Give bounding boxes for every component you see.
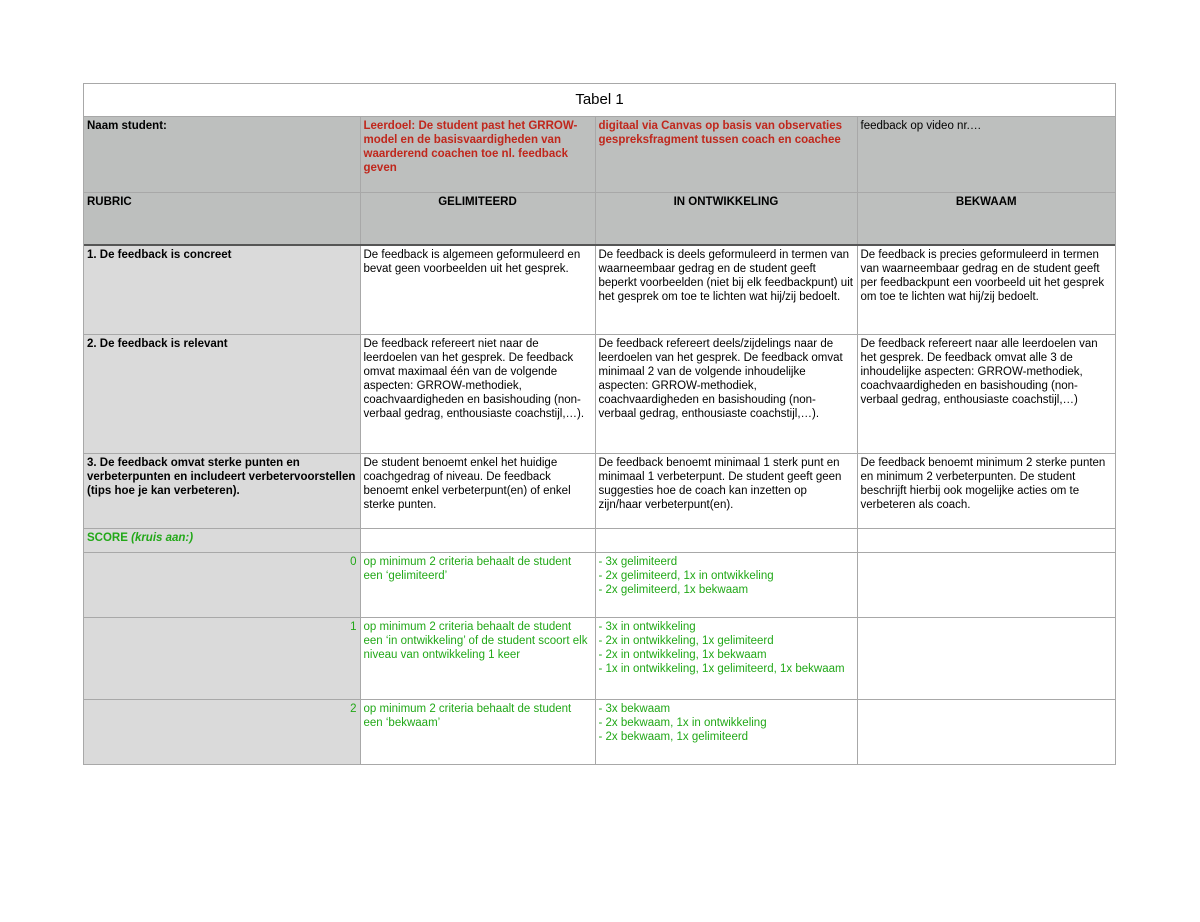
score-check-cell[interactable] (857, 699, 1115, 764)
rubric-label: RUBRIC (84, 192, 360, 245)
criterion-title: 1. De feedback is concreet (84, 245, 360, 334)
score-options (595, 552, 857, 617)
criterion-title: 2. De feedback is relevant (84, 334, 360, 453)
criterion-title: 3. De feedback omvat sterke punten en verbeterpunten en includeert verbetervoorstellen (tips hoe je kan verbeteren). (84, 453, 360, 528)
score-option: - 2x in ontwikkeling, 1x gelimiteerd (598, 634, 774, 647)
score-hint: (kruis aan:) (131, 531, 194, 544)
student-name-label: Naam student: (84, 117, 360, 192)
score-option: - 3x in ontwikkeling (598, 620, 696, 633)
score-row-2 (84, 699, 1115, 764)
criterion-gelimiteerd: De feedback refereert niet naar de leerdoelen van het gesprek. De feedback omvat maximaal één van de volgende aspecten: GRROW-methodiek, coachvaardigheden en basishouding (non-verbaal gedrag, enthousiaste coachstijl,…). (360, 334, 595, 453)
score-label (84, 528, 360, 552)
score-rule: op minimum 2 criteria behaalt de student een ‘in ontwikkeling’ of de student scoort elk niveau van ontwikkeling 1 keer (360, 617, 595, 699)
score-value: 2 (84, 699, 360, 764)
level-gelimiteerd: GELIMITEERD (360, 192, 595, 245)
criterion-bekwaam: De feedback refereert naar alle leerdoelen van het gesprek. De feedback omvat alle 3 de inhoudelijke aspecten: GRROW-methodiek, coachvaardigheden en basishouding (non-verbaal gedrag, enthousiaste coachstijl,…) (857, 334, 1115, 453)
criterion-gelimiteerd: De student benoemt enkel het huidige coachgedrag of niveau. De feedback benoemt enkel verbeterpunt(en) of enkel sterke punten. (360, 453, 595, 528)
score-option: - 2x gelimiteerd, 1x bekwaam (598, 583, 749, 596)
score-row-0 (84, 552, 1115, 617)
learning-goal-cell: Leerdoel: De student past het GRROW-model en de basisvaardigheden van waarderend coachen toe nl. feedback geven (360, 117, 595, 192)
score-empty-cell (595, 528, 857, 552)
score-option: - 1x in ontwikkeling, 1x gelimiteerd, 1x bekwaam (598, 662, 845, 675)
score-rule: op minimum 2 criteria behaalt de student een ‘bekwaam’ (360, 699, 595, 764)
criterion-row-1 (84, 245, 1115, 334)
criterion-bekwaam: De feedback is precies geformuleerd in termen van waarneembaar gedrag en de student geeft per feedbackpunt een voorbeeld uit het gesprek om toe te lichten wat hij/zij bedoelt. (857, 245, 1115, 334)
score-label-text: SCORE (87, 531, 128, 544)
score-value: 0 (84, 552, 360, 617)
criterion-row-2 (84, 334, 1115, 453)
level-bekwaam: BEKWAAM (857, 192, 1115, 245)
score-option: - 3x bekwaam (598, 702, 671, 715)
score-header-row (84, 528, 1115, 552)
criterion-bekwaam: De feedback benoemt minimum 2 sterke punten en minimum 2 verbeterpunten. De student beschrijft hierbij ook mogelijke acties om te verbeteren als coach. (857, 453, 1115, 528)
criterion-row-3 (84, 453, 1115, 528)
score-check-cell[interactable] (857, 617, 1115, 699)
score-option: - 2x in ontwikkeling, 1x bekwaam (598, 648, 767, 661)
score-rule: op minimum 2 criteria behaalt de student een ‘gelimiteerd’ (360, 552, 595, 617)
score-check-cell[interactable] (857, 552, 1115, 617)
score-value: 1 (84, 617, 360, 699)
score-row-1 (84, 617, 1115, 699)
level-in-ontwikkeling: IN ONTWIKKELING (595, 192, 857, 245)
criterion-ontwikkeling: De feedback is deels geformuleerd in termen van waarneembaar gedrag en de student geeft beperkt voorbeelden (niet bij elk feedbackpunt) uit het gesprek om toe te lichten wat hij/zij bedoelt. (595, 245, 857, 334)
rubric-sheet (83, 83, 1116, 765)
score-option: - 2x bekwaam, 1x in ontwikkeling (598, 716, 767, 729)
assessment-method-cell: digitaal via Canvas op basis van observaties gespreksfragment tussen coach en coachee (595, 117, 857, 192)
rubric-levels-row (84, 192, 1115, 245)
score-option: - 3x gelimiteerd (598, 555, 678, 568)
score-empty-cell (857, 528, 1115, 552)
criterion-gelimiteerd: De feedback is algemeen geformuleerd en bevat geen voorbeelden uit het gesprek. (360, 245, 595, 334)
score-options (595, 699, 857, 764)
score-options (595, 617, 857, 699)
rubric-table (84, 117, 1115, 764)
criterion-ontwikkeling: De feedback benoemt minimaal 1 sterk punt en minimaal 1 verbeterpunt. De student geeft geen suggesties hoe de coach kan inzetten op zijn/haar verbeterpunt(en). (595, 453, 857, 528)
header-row (84, 117, 1115, 192)
score-option: - 2x bekwaam, 1x gelimiteerd (598, 730, 749, 743)
score-option: - 2x gelimiteerd, 1x in ontwikkeling (598, 569, 774, 582)
score-empty-cell (360, 528, 595, 552)
criterion-ontwikkeling: De feedback refereert deels/zijdelings naar de leerdoelen van het gesprek. De feedback omvat minimaal 2 van de volgende inhoudelijke aspecten: GRROW-methodiek, coachvaardigheden en basishouding (non-verbaal gedrag, enthousiaste coachstijl,…). (595, 334, 857, 453)
table-caption: Tabel 1 (84, 84, 1115, 117)
video-number-cell: feedback op video nr.… (857, 117, 1115, 192)
